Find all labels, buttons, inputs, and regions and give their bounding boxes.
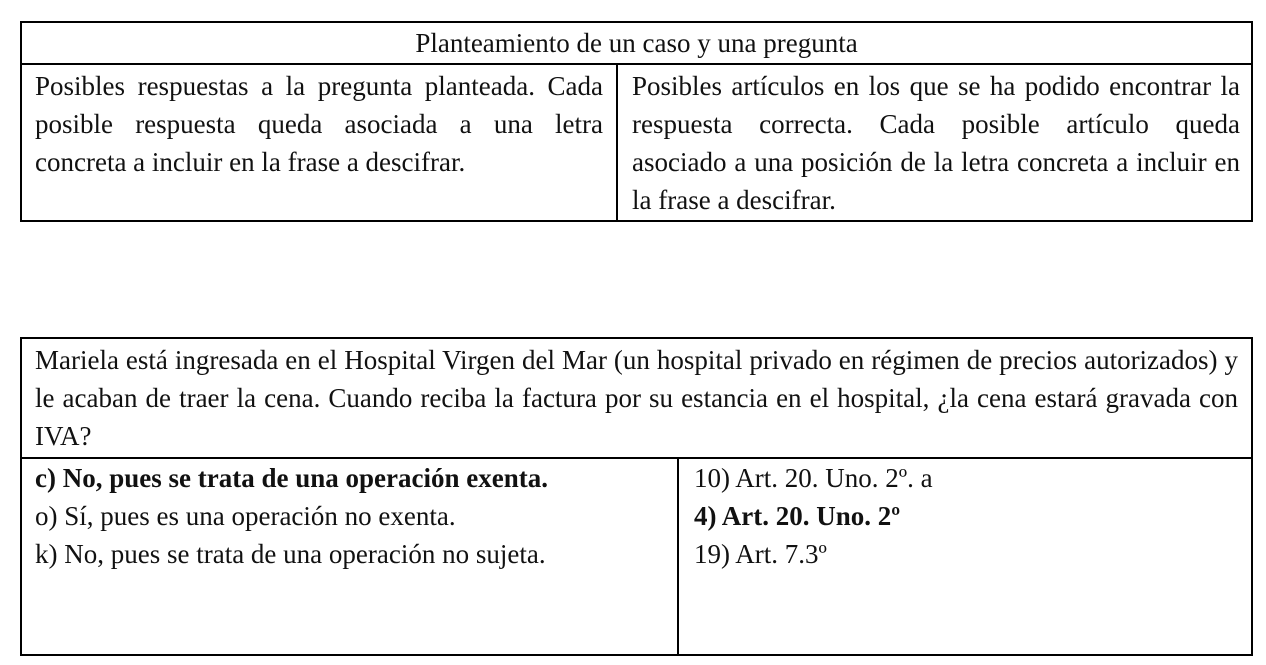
legend-table [20,21,1253,222]
legend-title: Planteamiento de un caso y una pregunta [22,23,1251,65]
answer-option-k: k) No, pues se trata de una operación no sujeta. [35,539,546,569]
case-table [20,337,1253,656]
answer-option-o: o) Sí, pues es una operación no exenta. [35,501,456,531]
article-option-4: 4) Art. 20. Uno. 2º [694,501,901,531]
case-question: Mariela está ingresada en el Hospital Virgen del Mar (un hospital privado en régimen de precios autorizados) y le acaban de traer la cena. Cuando reciba la factura por su estancia en el hospital, ¿la cena estará gravada con IVA? [35,345,1238,451]
answer-option-c: c) No, pues se trata de una operación exenta. [35,463,548,493]
legend-articles-description: Posibles artículos en los que se ha podido encontrar la respuesta correcta. Cada posible artículo queda asociado a una posición de la letra concreta a incluir en la frase a descifrar. [632,71,1240,215]
legend-column-divider [616,63,618,220]
legend-answers-description: Posibles respuestas a la pregunta planteada. Cada posible respuesta queda asociada a una letra concreta a incluir en la frase a descifrar. [35,71,603,177]
article-option-19: 19) Art. 7.3º [694,539,827,569]
case-column-divider [677,459,679,654]
articles-cell [694,459,1234,573]
answers-cell [35,459,663,573]
article-option-10: 10) Art. 20. Uno. 2º. a [694,463,933,493]
